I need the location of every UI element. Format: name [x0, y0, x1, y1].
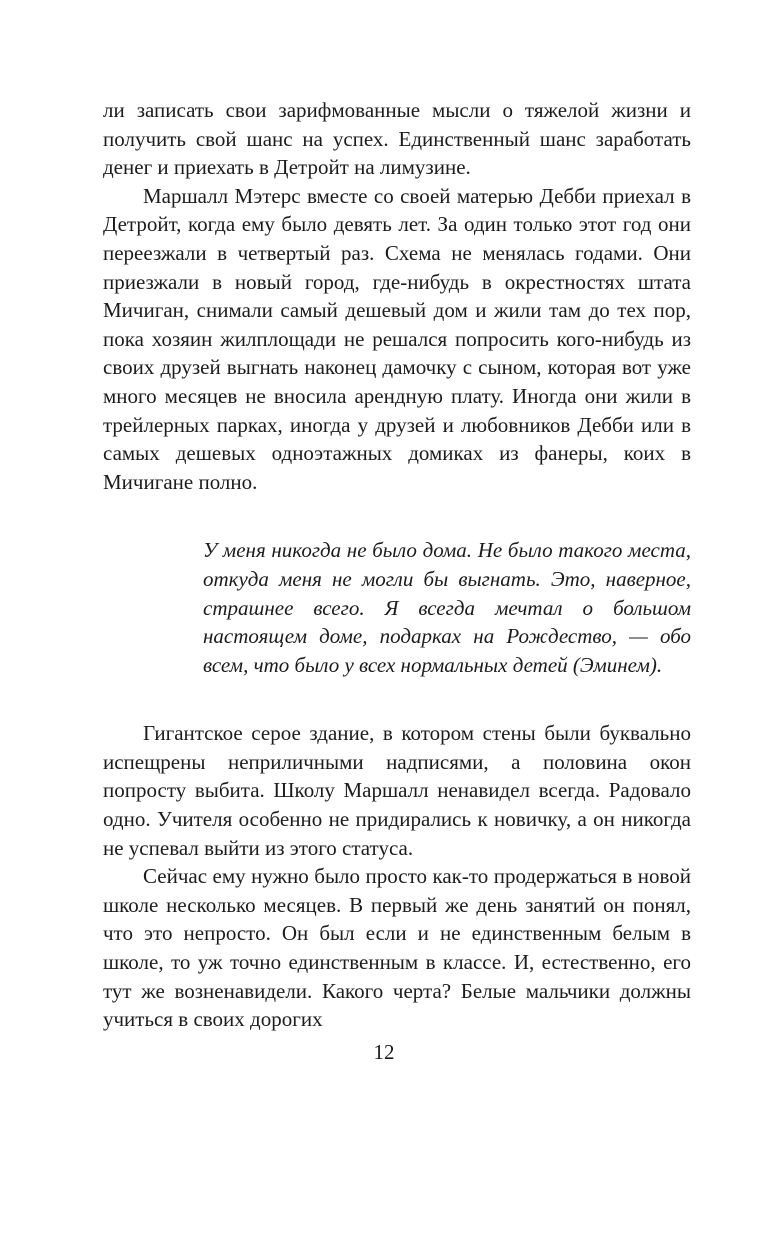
book-page [103, 96, 691, 1034]
paragraph-new-school: Сейчас ему нужно было просто как-то продержаться в новой школе несколько месяцев. В первый же день занятий он понял, что это непросто. Он был если и не единственным белым в школе, то уж точно единственным в классе. И, естественно, его тут же возненавидели. Какого черта? Белые мальчики должны учиться в своих дорогих [103, 864, 691, 1032]
eminem-quote: У меня никогда не было дома. Не было такого места, откуда меня не могли бы выгнать. Это, наверное, страшнее всего. Я всегда мечтал о большом настоящем доме, подарках на Рождество, — обо всем, что было у всех нормальных детей (Эминем). [203, 538, 691, 677]
paragraph-continuation: ли записать свои зарифмованные мысли о тяжелой жизни и получить свой шанс на успех. Единственный шанс заработать денег и приехать в Детройт на лимузине. [103, 98, 691, 180]
paragraph-school-building: Гигантское серое здание, в котором стены были буквально испещрены неприличными надписями, а половина окон попросту выбита. Школу Маршалл ненавидел всегда. Радовало одно. Учителя особенно не придирались к новичку, а он никогда не успевал выйти из этого статуса. [103, 721, 691, 860]
paragraph-mathers-arrival: Маршалл Мэтерс вместе со своей матерью Дебби приехал в Детройт, когда ему было девять лет. За один только этот год они переезжали в четвертый раз. Схема не менялась годами. Они приезжали в новый город, где-нибудь в окрестностях штата Мичиган, снимали самый дешевый дом и жили там до тех пор, пока хозяин жилплощади не решался попросить кого-нибудь из своих друзей выгнать наконец дамочку с сыном, которая вот уже много месяцев не вносила арендную плату. Иногда они жили в трейлерных парках, иногда у друзей и любовников Дебби или в самых дешевых одноэтажных домиках из фанеры, коих в Мичигане полно. [103, 183, 691, 494]
page-number: 12 [373, 1040, 395, 1064]
